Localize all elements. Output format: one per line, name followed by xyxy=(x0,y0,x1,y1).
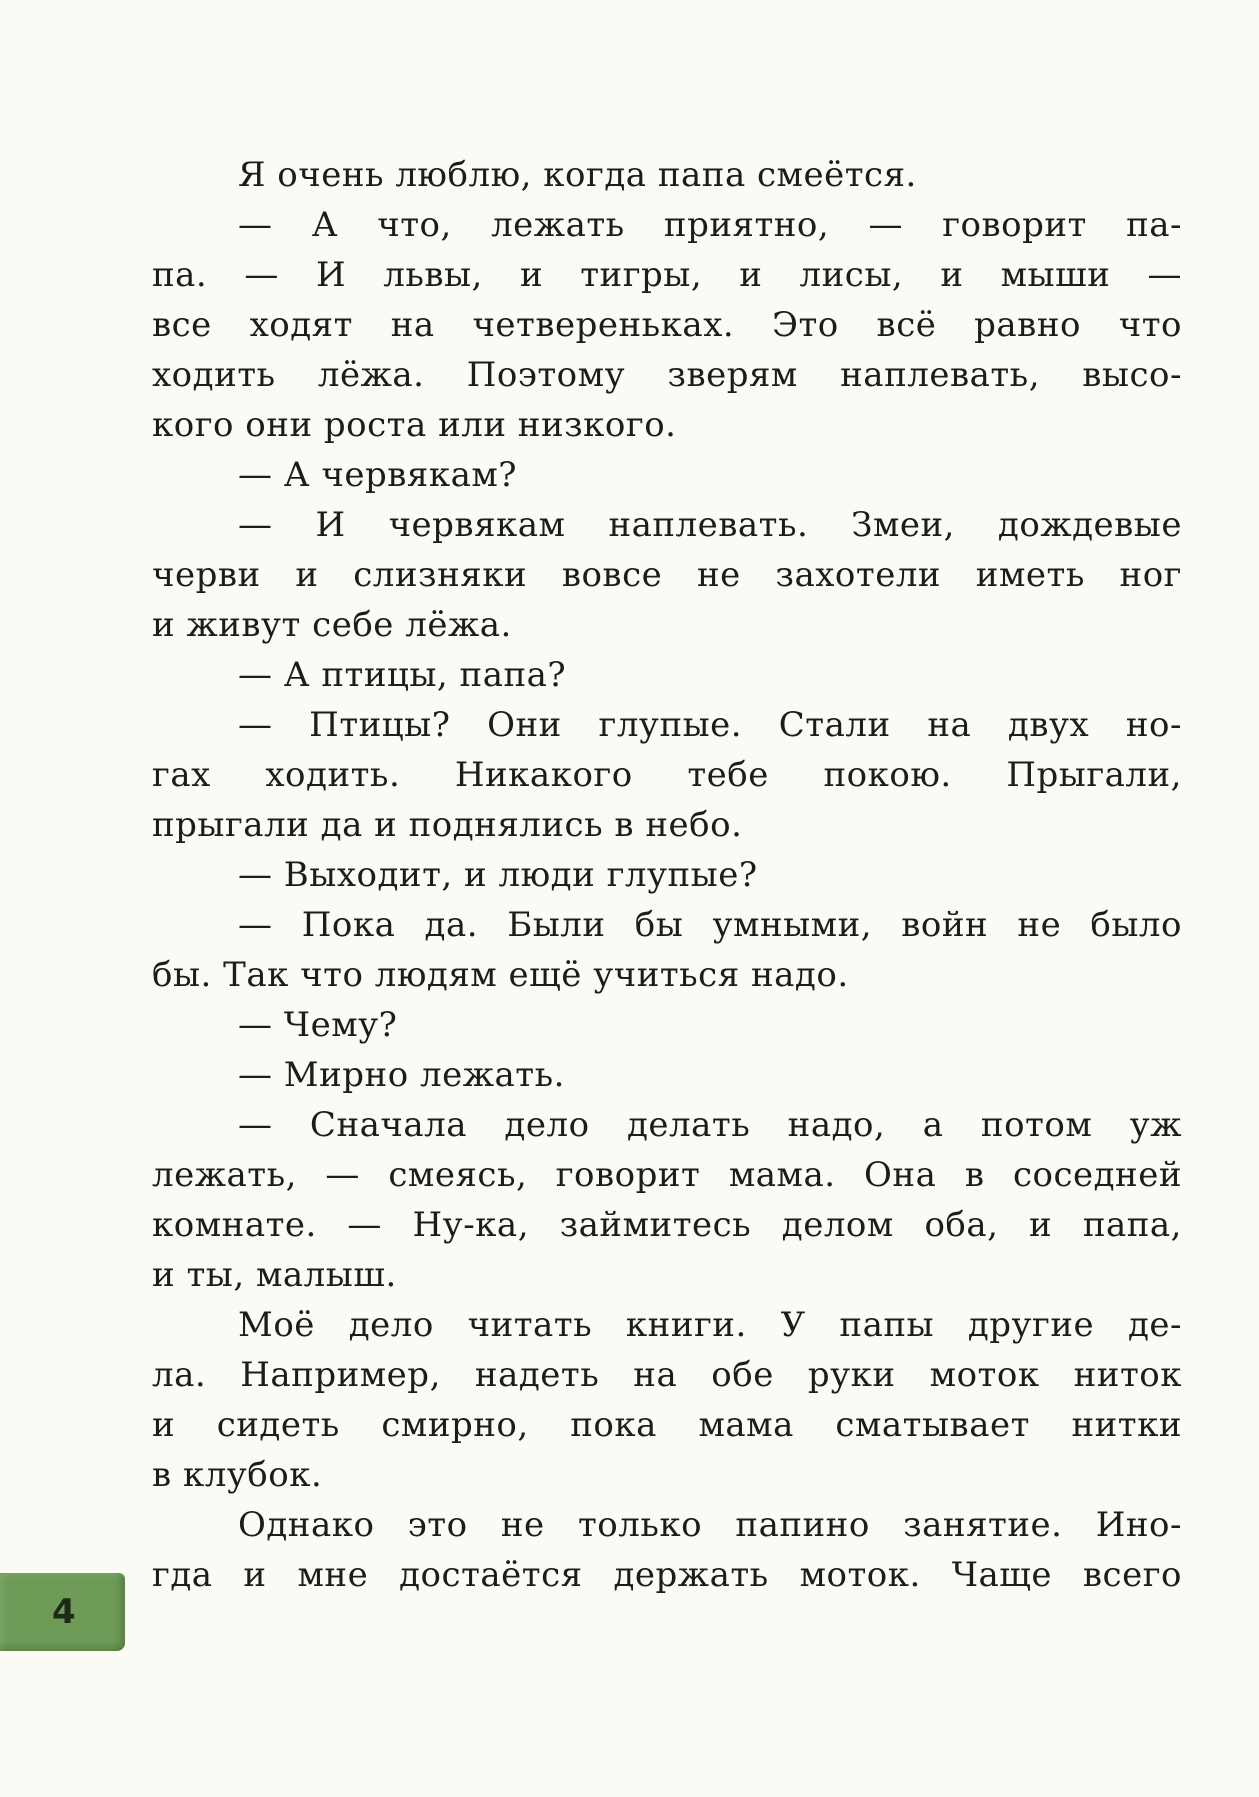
text-line: ла. Например, надеть на обе руки моток ниток xyxy=(152,1355,1182,1395)
text-line: все ходят на четвереньках. Это всё равно что xyxy=(152,305,1182,345)
text-line: гах ходить. Никакого тебе покою. Прыгали, xyxy=(152,755,1182,795)
text-line: — Мирно лежать. xyxy=(238,1055,565,1095)
text-line: — А что, лежать приятно, — говорит па- xyxy=(238,205,1182,245)
text-line: па. — И львы, и тигры, и лисы, и мыши — xyxy=(152,255,1182,295)
text-line: — Птицы? Они глупые. Стали на двух но- xyxy=(238,705,1182,745)
text-line: — Чему? xyxy=(238,1005,398,1045)
text-line: и сидеть смирно, пока мама сматывает нитки xyxy=(152,1405,1182,1445)
text-line: в клубок. xyxy=(152,1455,323,1495)
text-line: комнате. — Ну-ка, займитесь делом оба, и папа, xyxy=(152,1205,1182,1245)
text-line: Я очень люблю, когда папа смеётся. xyxy=(238,155,917,195)
text-line: ходить лёжа. Поэтому зверям наплевать, высо- xyxy=(152,355,1182,395)
text-line: прыгали да и поднялись в небо. xyxy=(152,805,743,845)
text-line: Моё дело читать книги. У папы другие де- xyxy=(238,1305,1182,1345)
text-line: — Сначала дело делать надо, а потом уж xyxy=(238,1105,1182,1145)
text-line: и ты, малыш. xyxy=(152,1255,397,1295)
text-line: Однако это не только папино занятие. Ино- xyxy=(238,1505,1182,1545)
text-line: — Пока да. Были бы умными, войн не было xyxy=(238,905,1182,945)
text-line: бы. Так что людям ещё учиться надо. xyxy=(152,955,849,995)
text-line: гда и мне достаётся держать моток. Чаще всего xyxy=(152,1555,1182,1595)
text-line: кого они роста или низкого. xyxy=(152,405,677,445)
page-number-tab xyxy=(0,1573,125,1651)
text-line: — А птицы, папа? xyxy=(238,655,567,695)
text-line: черви и слизняки вовсе не захотели иметь ног xyxy=(152,555,1182,595)
text-line: — Выходит, и люди глупые? xyxy=(238,855,758,895)
text-line: и живут себе лёжа. xyxy=(152,605,512,645)
text-line: — А червякам? xyxy=(238,455,518,495)
text-line: лежать, — смеясь, говорит мама. Она в соседней xyxy=(152,1155,1182,1195)
text-line: — И червякам наплевать. Змеи, дождевые xyxy=(238,505,1182,545)
page-number: 4 xyxy=(52,1592,76,1632)
